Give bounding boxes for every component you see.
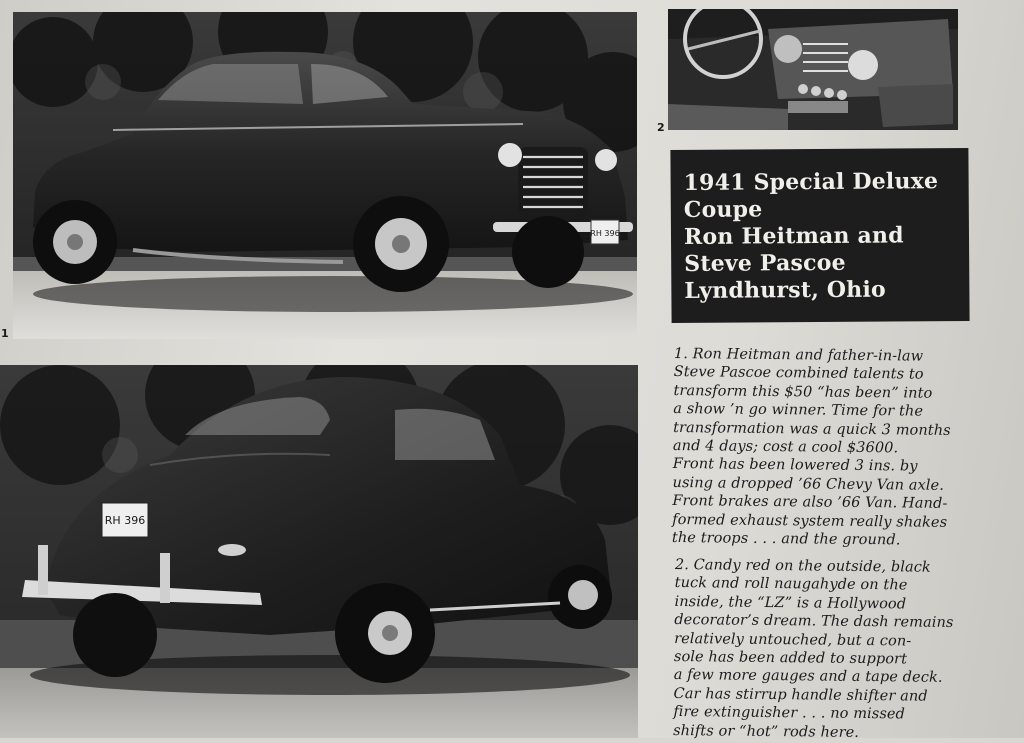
article-title-box: [670, 148, 969, 323]
caption-1-line: Steve Pascoe combined talents to: [673, 364, 924, 384]
caption-1-line: transformation was a quick 3 months: [673, 419, 951, 439]
title-line-2: Coupe: [683, 196, 763, 223]
caption-2-line: relatively untouched, but a con-: [674, 630, 912, 650]
caption-1: [672, 345, 952, 550]
title-line-3: Ron Heitman and: [683, 222, 904, 250]
figure-label-2: 2: [657, 121, 665, 134]
caption-1-line: a show ’n go winner. Time for the: [673, 401, 924, 420]
caption-2-line: sole has been added to support: [673, 649, 908, 668]
caption-2-line: tuck and roll naugahyde on the: [674, 575, 908, 594]
article-title: [684, 168, 939, 305]
caption-2-line: 2. Candy red on the outside, black: [674, 556, 931, 576]
caption-2-line: decorator’s dream. The dash remains: [674, 612, 954, 632]
caption-1-line: Front brakes are also ’66 Van. Hand-: [672, 493, 948, 513]
title-line-5: Lyndhurst, Ohio: [684, 276, 886, 304]
title-line-1: 1941 Special Deluxe: [683, 168, 939, 196]
caption-1-line: and 4 days; cost a cool $3600.: [672, 438, 899, 457]
caption-2: [673, 556, 954, 743]
caption-1-line: using a dropped ’66 Chevy Van axle.: [672, 474, 945, 494]
figure-label-1: 1: [1, 327, 9, 340]
caption-2-line: inside, the “LZ” is a Hollywood: [674, 593, 907, 613]
caption-1-line: Front has been lowered 3 ins. by: [672, 456, 918, 475]
caption-1-line: the troops . . . and the ground.: [671, 530, 901, 549]
caption-2-line: a few more gauges and a tape deck.: [673, 667, 943, 687]
photo-dashboard: [668, 9, 958, 130]
caption-1-line: 1. Ron Heitman and father-in-law: [673, 345, 924, 365]
caption-1-line: transform this $50 “has been” into: [673, 382, 933, 402]
front-plate-text: RH 396: [590, 229, 620, 238]
photo-car-rear: [0, 365, 638, 738]
caption-1-line: formed exhaust system really shakes: [672, 511, 948, 531]
caption-2-line: shifts or “hot” rods here.: [673, 722, 860, 741]
title-line-4: Steve Pascoe: [684, 249, 846, 277]
caption-2-line: Car has stirrup handle shifter and: [673, 685, 928, 705]
photo-car-front: [13, 12, 637, 339]
rear-plate-text: RH 396: [104, 514, 146, 527]
caption-2-line: fire extinguisher . . . no missed: [673, 704, 906, 723]
